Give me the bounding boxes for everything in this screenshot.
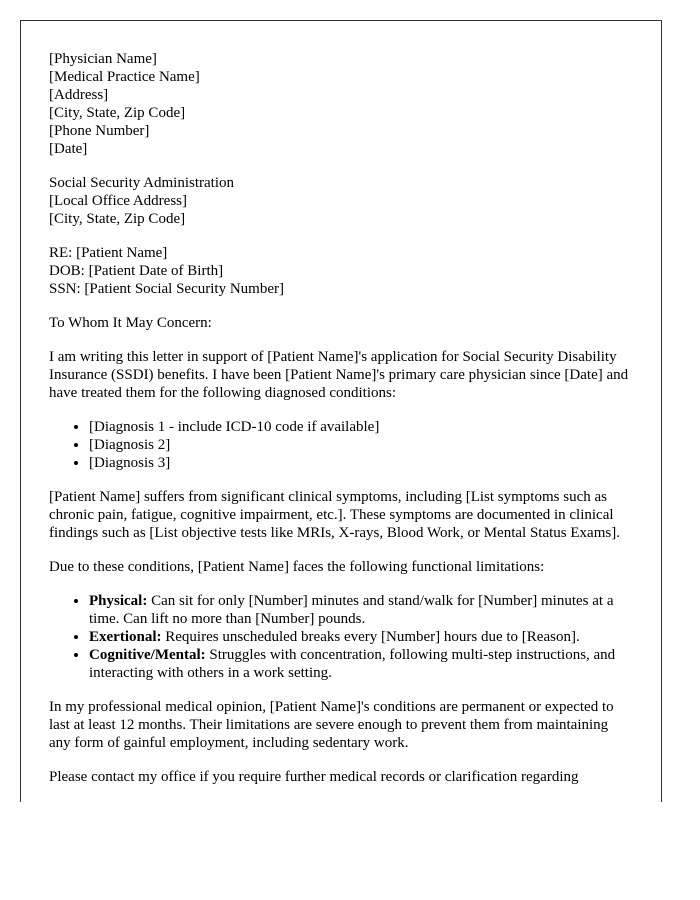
- sender-line: [Address]: [49, 87, 109, 103]
- sender-line: [Physician Name]: [49, 51, 157, 67]
- limitation-text: Struggles with concentration, following multi-step instructions, and interacting with others in a work setting.: [89, 647, 616, 681]
- re-line: RE: [Patient Name]: [49, 245, 168, 261]
- limitations-intro: Due to these conditions, [Patient Name] faces the following functional limitations:: [49, 559, 545, 575]
- sender-line: [City, State, Zip Code]: [49, 105, 186, 121]
- recipient-line: [City, State, Zip Code]: [49, 211, 186, 227]
- sender-line: [Date]: [49, 141, 88, 157]
- recipient-block: [49, 174, 631, 228]
- letter-page: [20, 20, 662, 802]
- limitation-text: Requires unscheduled breaks every [Number] hours due to [Reason].: [161, 629, 580, 645]
- re-block: [49, 244, 631, 298]
- limitation-item: [89, 628, 631, 646]
- limitation-label: Physical:: [89, 593, 148, 609]
- limitation-label: Exertional:: [89, 629, 162, 645]
- intro-paragraph: I am writing this letter in support of [Patient Name]'s application for Social Security Disability Insurance (SSDI) benefits. I have been [Patient Name]'s primary care physician since [Date] and have treated them for the following diagnosed conditions:: [49, 349, 629, 401]
- symptoms-paragraph: [Patient Name] suffers from significant clinical symptoms, including [List symptoms such as chronic pain, fatigue, cognitive impairment, etc.]. These symptoms are documented in clinical findings such as [List objective tests like MRIs, X-rays, Blood Work, or Mental Status Exams].: [49, 489, 620, 541]
- salutation: To Whom It May Concern:: [49, 315, 212, 331]
- closing-paragraph: Please contact my office if you require further medical records or clarification regarding: [49, 769, 579, 785]
- diagnosis-item: • [Diagnosis 3]: [89, 454, 631, 472]
- recipient-line: [Local Office Address]: [49, 193, 188, 209]
- diagnosis-item: • [Diagnosis 1 - include ICD-10 code if available]: [89, 418, 631, 436]
- sender-block: [49, 50, 631, 158]
- sender-line: [Medical Practice Name]: [49, 69, 200, 85]
- limitation-label: Cognitive/Mental:: [89, 647, 206, 663]
- recipient-line: Social Security Administration: [49, 175, 234, 191]
- sender-line: [Phone Number]: [49, 123, 150, 139]
- diagnosis-list: [49, 418, 631, 472]
- re-line: DOB: [Patient Date of Birth]: [49, 263, 224, 279]
- opinion-paragraph: In my professional medical opinion, [Patient Name]'s conditions are permanent or expected to last at least 12 months. Their limitations are severe enough to prevent them from maintaining any form of gainful employment, including sedentary work.: [49, 699, 614, 751]
- limitations-list: [49, 592, 631, 682]
- limitation-item: [89, 592, 631, 628]
- limitation-text: Can sit for only [Number] minutes and stand/walk for [Number] minutes at a time. Can lift no more than [Number] pounds.: [89, 593, 614, 627]
- re-line: SSN: [Patient Social Security Number]: [49, 281, 284, 297]
- diagnosis-item: • [Diagnosis 2]: [89, 436, 631, 454]
- limitation-item: [89, 646, 631, 682]
